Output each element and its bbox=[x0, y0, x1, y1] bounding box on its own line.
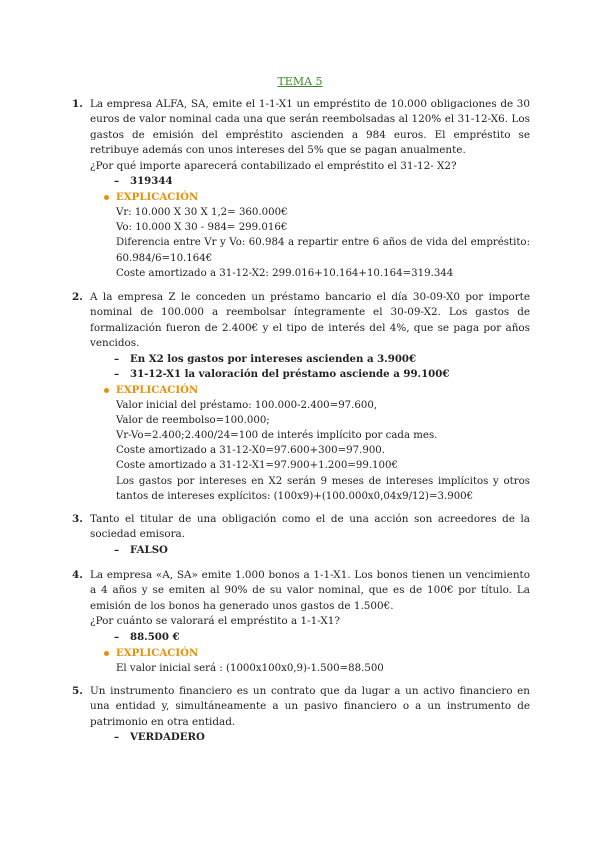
question-number: 4. bbox=[72, 569, 83, 581]
explanation-heading: EXPLICACIÓN bbox=[100, 190, 530, 205]
explanation-line: Diferencia entre Vr y Vo: 60.984 a repartir entre 6 años de vida del empréstito: 60.984/6=10.164€ bbox=[116, 237, 530, 264]
explanation-line: Coste amortizado a 31-12-X0=97.600+300=97.900. bbox=[116, 445, 386, 457]
question-text: Un instrumento financiero es un contrato que da lugar a un activo financiero en una entidad y, simultáneamente a un pasivo financiero o a un instrumento de patrimonio en otra entidad. bbox=[90, 685, 530, 728]
explanation-line: Coste amortizado a 31-12-X2: 299.016+10.164+10.164=319.344 bbox=[116, 267, 454, 279]
question-text: La empresa «A, SA» emite 1.000 bonos a 1-1-X1. Los bonos tienen un vencimiento a 4 años y se emiten al 90% de su valor nominal, que es de 100€ por título. La emisión de los bonos ha generado unos gastos de 1.500€. bbox=[90, 569, 530, 612]
explanation-line: El valor inicial será : (1000x100x0,9)-1.500=88.500 bbox=[116, 662, 384, 674]
question-1 bbox=[72, 97, 530, 281]
explanation-line: Valor inicial del préstamo: 100.000-2.400=97.600, bbox=[116, 399, 378, 411]
bullet-icon bbox=[104, 388, 109, 393]
question-number: 5. bbox=[72, 685, 83, 697]
question-prompt: ¿Por cuánto se valorará el empréstito a 1-1-X1? bbox=[90, 615, 340, 628]
explanation-line: Vo: 10.000 X 30 - 984= 299.016€ bbox=[116, 222, 288, 234]
answer: – 88.500 € bbox=[114, 630, 180, 643]
explanation-body bbox=[116, 661, 530, 676]
question-number: 3. bbox=[72, 513, 83, 525]
page-title: TEMA 5 bbox=[277, 75, 323, 88]
question-text: Tanto el titular de una obligación como el de una acción son acreedores de la sociedad emisora. bbox=[90, 513, 530, 541]
question-5 bbox=[72, 684, 530, 745]
question-4 bbox=[72, 568, 530, 676]
explanation-line: Valor de reembolso=100.000; bbox=[116, 414, 270, 426]
explanation-line: Vr: 10.000 X 30 X 1,2= 360.000€ bbox=[116, 207, 288, 219]
answer: – VERDADERO bbox=[114, 731, 205, 744]
answer: – 319344 bbox=[114, 175, 173, 188]
explanation-heading: EXPLICACIÓN bbox=[100, 646, 530, 661]
explanation-line: Vr-Vo=2.400;2.400/24=100 de interés implícito por cada mes. bbox=[116, 430, 438, 442]
answer: – En X2 los gastos por intereses ascienden a 3.900€ bbox=[114, 352, 417, 365]
question-3 bbox=[72, 512, 530, 558]
answer: – FALSO bbox=[114, 543, 168, 556]
explanation-body bbox=[116, 398, 530, 504]
question-2 bbox=[72, 290, 530, 504]
explanation-line: Los gastos por intereses en X2 serán 9 meses de intereses implícitos y otros tantos de intereses explícitos: (100x9)+(100.000x0,04x9/12)=3.900€ bbox=[116, 475, 530, 502]
explanation-line: Coste amortizado a 31-12-X1=97.900+1.200=99.100€ bbox=[116, 460, 398, 472]
question-number: 1. bbox=[72, 98, 83, 110]
question-text: A la empresa Z le conceden un préstamo bancario el día 30-09-X0 por importe nominal de 100.000 a reembolsar íntegramente el 30-09-X2. Los gastos de formalización fueron de 2.400€ y el tipo de interés del 4%, que se paga por años vencidos. bbox=[90, 291, 530, 350]
question-prompt: ¿Por qué importe aparecerá contabilizado el empréstito el 31-12- X2? bbox=[90, 159, 457, 172]
bullet-icon bbox=[104, 195, 109, 200]
explanation-heading: EXPLICACIÓN bbox=[100, 383, 530, 398]
answer: – 31-12-X1 la valoración del préstamo asciende a 99.100€ bbox=[114, 367, 450, 380]
bullet-icon bbox=[104, 651, 109, 656]
question-text: La empresa ALFA, SA, emite el 1-1-X1 un empréstito de 10.000 obligaciones de 30 euros de valor nominal cada una que serán reembolsadas al 120% el 31-12-X6. Los gastos de emisión del empréstito ascienden a 984 euros. El empréstito se retribuye además con unos intereses del 5% que se pagan anualmente. bbox=[90, 98, 530, 157]
question-number: 2. bbox=[72, 291, 83, 303]
explanation-body bbox=[116, 205, 530, 281]
